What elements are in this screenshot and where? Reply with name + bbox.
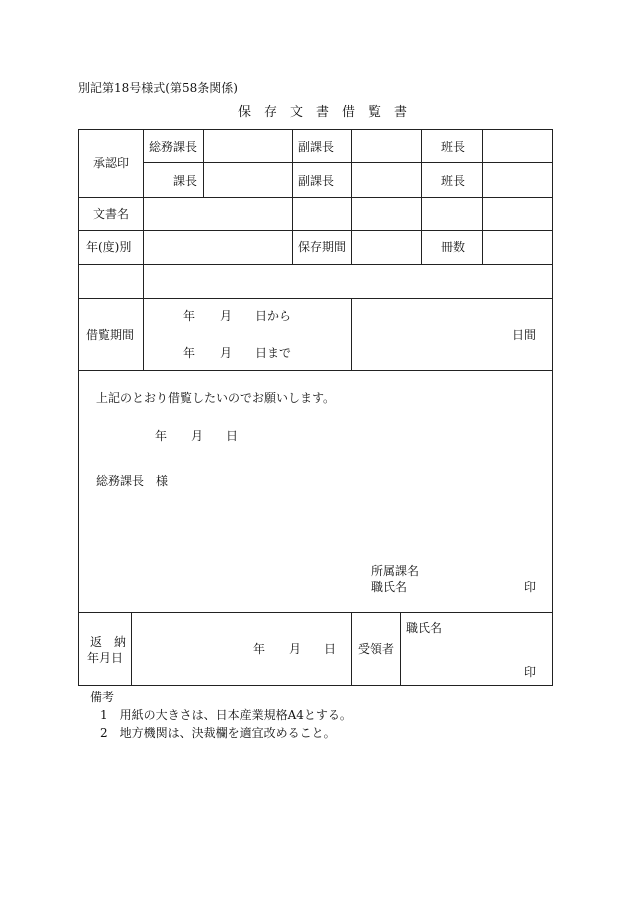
request-date-month: 月 [191,429,204,443]
request-date-day: 日 [226,429,239,443]
general-affairs-chief-label: 総務課長 [149,140,198,154]
document-title: 保 存 文 書 借 覧 書 [238,105,408,120]
period-to-year: 年 [183,346,196,360]
return-label-line2: 年月日 [87,651,124,665]
team-leader-label-2: 班長 [441,174,466,188]
return-label-line1: 返 納 [90,635,127,649]
note-item-2: 2 地方機関は、決裁欄を適宜改めること。 [100,726,336,740]
period-to-day: 日まで [255,346,292,360]
period-days-label: 日間 [512,328,537,342]
receiver-seal-mark: 印 [524,665,537,679]
return-date-month: 月 [289,642,302,656]
applicant-seal-mark: 印 [524,580,537,594]
applicant-name-label: 職氏名 [371,580,408,594]
document-name-label: 文書名 [93,207,130,221]
request-statement: 上記のとおり借覧したいのでお願いします。 [96,391,336,405]
approval-seal-label: 承認印 [93,156,130,170]
volume-count-label: 冊数 [441,240,466,254]
receiver-label: 受領者 [358,642,395,656]
period-to-month: 月 [220,346,233,360]
period-from-day: 日から [255,309,292,323]
deputy-chief-label-1: 副課長 [298,140,335,154]
retention-period-label: 保存期間 [298,240,347,254]
notes-heading: 備考 [90,690,115,704]
fiscal-year-label: 年(度)別 [86,240,132,254]
borrowing-period-label: 借覧期間 [86,328,135,342]
section-chief-label: 課長 [173,174,198,188]
receiver-name-label: 職氏名 [406,621,443,635]
deputy-chief-label-2: 副課長 [298,174,335,188]
addressee: 総務課長 様 [96,474,169,488]
department-name-label: 所属課名 [371,564,420,578]
team-leader-label-1: 班長 [441,140,466,154]
form-reference: 別記第18号様式(第58条関係) [78,81,238,95]
request-date-year: 年 [155,429,168,443]
period-from-month: 月 [220,309,233,323]
return-date-year: 年 [253,642,266,656]
note-item-1: 1 用紙の大きさは、日本産業規格A4とする。 [100,708,352,722]
period-from-year: 年 [183,309,196,323]
return-date-day: 日 [324,642,337,656]
